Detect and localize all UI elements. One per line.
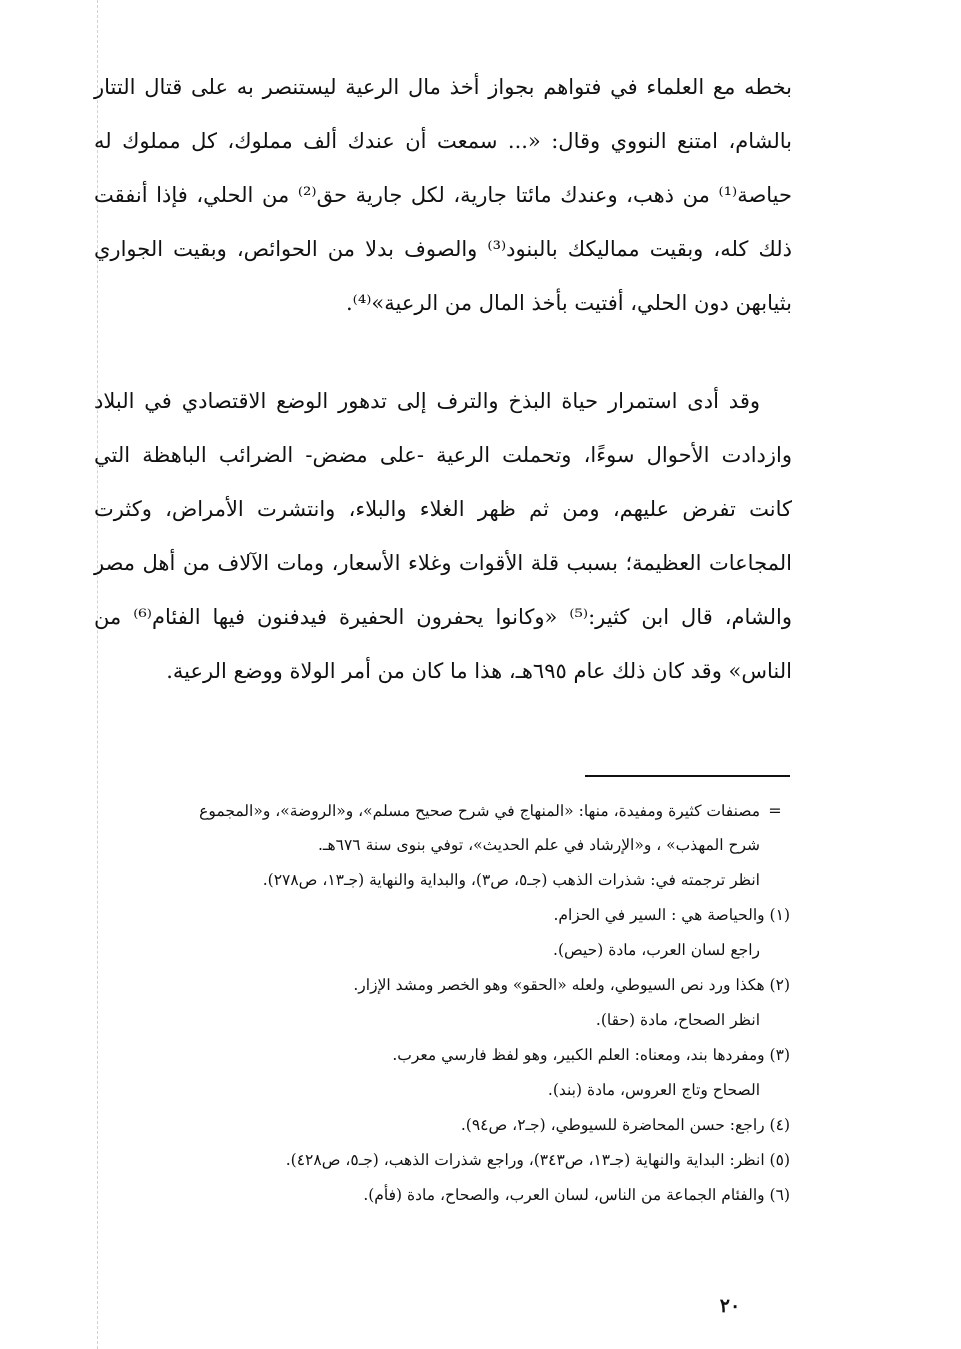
- continuation-mark: =: [768, 801, 782, 820]
- footnote-continuation-line: [90, 793, 790, 828]
- footnote-4: (٤) راجع: حسن المحاضرة للسيوطي، (جـ٢، ص٩٤).: [460, 1116, 790, 1134]
- footnote-continuation-line: انظر ترجمته في: شذرات الذهب (جـ٥، ص٣)، والبداية والنهاية (جـ١٣، ص٢٧٨).: [262, 871, 760, 889]
- footnote-continuation-line: شرح المهذب» ، و«الإرشاد في علم الحديث»، توفي بنوى سنة ٦٧٦هـ.: [318, 836, 760, 854]
- footnote-1: (١) والحياصة هي : السير في الحزام.: [553, 906, 790, 924]
- footnote-continuation-text: مصنفات كثيرة ومفيدة، منها: «المنهاج في شرح صحيح مسلم»، و«الروضة»، و«المجموع: [199, 802, 760, 820]
- footnote-2: (٢) هكذا ورد نص السيوطي، ولعله «الحقو» وهو الخصر ومشد الإزار.: [353, 976, 790, 994]
- body-paragraph-2: وقد أدى استمرار حياة البذخ والترف إلى تدهور الوضع الاقتصادي في البلاد وازدادت الأحوال سوءًا، وتحملت الرعية -على مضض- الضرائب الباهظة التي كانت تفرض عليهم، ومن ثم ظهر الغلاء والبلاء، وانتشرت الأمراض، وكثرت المجاعات العظيمة؛ بسبب قلة الأقوات وغلاء الأسعار، ومات الآلاف من أهل مصر والشام، قال ابن كثير:⁽⁵⁾ «وكانوا يحفرون الحفيرة فيدفنون فيها الفئام⁽⁶⁾ من الناس» وقد كان ذلك عام ٦٩٥هـ، هذا ما كان من أمر الولاة ووضع الرعية.: [94, 389, 792, 683]
- footnote-6: (٦) والفئام الجماعة من الناس، لسان العرب، والصحاح، مادة (فأم).: [363, 1186, 790, 1204]
- footnote-5: (٥) انظر: البداية والنهاية (جـ١٣، ص٣٤٣)، وراجع شذرات الذهب، (جـ٥، ص٤٢٨).: [285, 1151, 790, 1169]
- footnote-3-reference: الصحاح وتاج العروس، مادة (بند).: [547, 1081, 760, 1099]
- footnote-separator: [585, 775, 790, 777]
- footnotes: [90, 793, 790, 1213]
- footnote-1-reference: راجع لسان العرب، مادة (حيص).: [553, 941, 760, 959]
- footnote-3: (٣) ومفردها بند، ومعناه: العلم الكبير، وهو لفظ فارسي معرب.: [392, 1046, 790, 1064]
- footnote-2-reference: انظر الصحاح، مادة (حقا).: [595, 1011, 760, 1029]
- page-number: ٢٠: [719, 1295, 741, 1317]
- body-paragraph-1: بخطه مع العلماء في فتواهم بجواز أخذ مال الرعية ليستنصر به على قتال التتار بالشام، امتنع النووي وقال: «... سمعت أن عندك ألف مملوك، كل مملوك له حياصة⁽¹⁾ من ذهب، وعندك مائتا جارية، لكل جارية حق⁽²⁾ من الحلي، فإذا أنفقت ذلك كله، وبقيت مماليكك بالبنود⁽³⁾ والصوف بدلا من الحوائص، وبقيت الجواري بثيابهن دون الحلي، أفتيت بأخذ المال من الرعية»⁽⁴⁾.: [94, 75, 792, 315]
